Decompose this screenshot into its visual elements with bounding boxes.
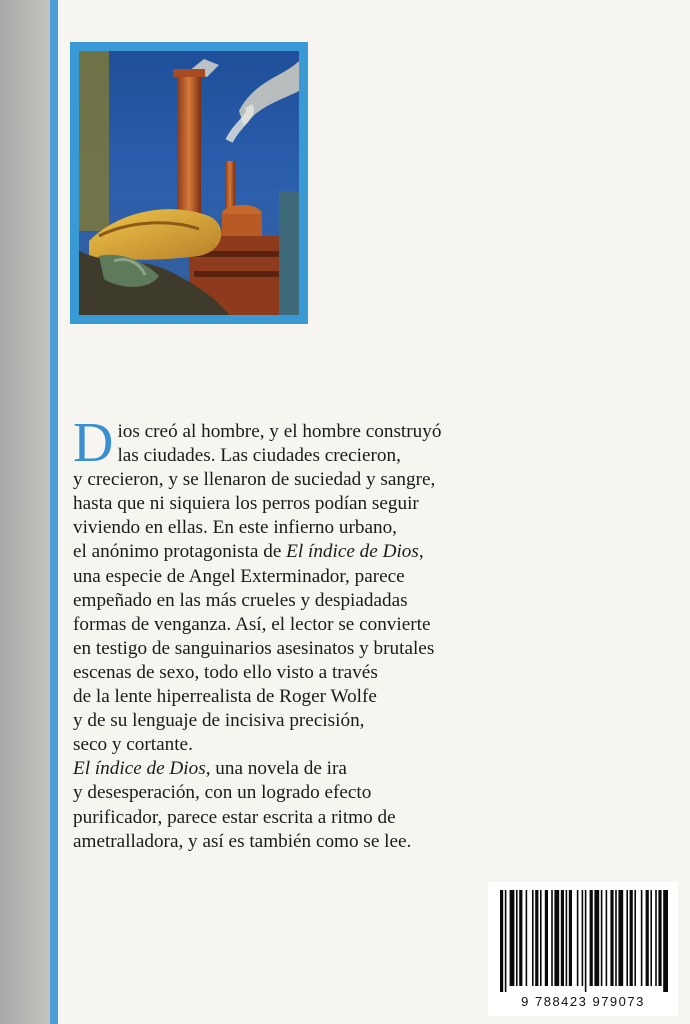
blurb-line: y crecieron, y se llenaron de suciedad y sangre, bbox=[73, 469, 436, 491]
barcode-bar bbox=[519, 890, 522, 986]
barcode-bar bbox=[569, 890, 572, 986]
barcode-bar bbox=[554, 890, 559, 986]
barcode-bar bbox=[500, 890, 503, 992]
barcode-bar bbox=[532, 890, 534, 986]
blurb-line: formas de venganza. Así, el lector se convierte bbox=[73, 613, 431, 635]
book-title-italic: El índice de Dios bbox=[73, 758, 206, 780]
blurb-line: escenas de sexo, todo ello visto a través bbox=[73, 661, 378, 683]
blurb-line: ametralladora, y así es también como se lee. bbox=[73, 830, 412, 852]
back-cover-blurb bbox=[73, 412, 513, 854]
blurb-text: , una novela de ira bbox=[205, 758, 347, 780]
barcode-bar bbox=[535, 890, 538, 986]
barcode-bar bbox=[630, 890, 633, 986]
barcode-bar bbox=[551, 890, 553, 986]
blurb-text: el anónimo protagonista de bbox=[73, 541, 287, 563]
blurb-line: purificador, parece estar escrita a ritmo de bbox=[73, 806, 396, 828]
blurb-line bbox=[73, 757, 513, 781]
barcode-bar bbox=[601, 890, 603, 986]
blurb-line: de la lente hiperrealista de Roger Wolfe bbox=[73, 686, 377, 708]
blurb-line: las ciudades. Las ciudades crecieron, bbox=[117, 445, 401, 467]
barcode-bar bbox=[561, 890, 564, 986]
barcode-bar bbox=[585, 890, 587, 992]
blurb-line: ios creó al hombre, y el hombre construyó bbox=[117, 421, 442, 442]
barcode-bar bbox=[615, 890, 617, 986]
barcode-bar bbox=[582, 890, 584, 986]
blurb-line: seco y cortante. bbox=[73, 734, 193, 756]
drop-cap: D bbox=[73, 412, 114, 474]
barcode-bar bbox=[658, 890, 661, 986]
blurb-line: en testigo de sanguinarios asesinatos y brutales bbox=[73, 637, 435, 659]
spine-blue-strip bbox=[50, 0, 58, 1024]
spine-gray-strip bbox=[0, 0, 50, 1024]
barcode-bar bbox=[606, 890, 608, 986]
barcode-bar bbox=[577, 890, 579, 986]
barcode-bar bbox=[634, 890, 636, 986]
barcode-bar bbox=[655, 890, 657, 986]
blurb-line: hasta que ni siquiera los perros podían seguir bbox=[73, 493, 419, 515]
blurb-line bbox=[73, 540, 513, 564]
barcode-bar bbox=[566, 890, 568, 986]
barcode-bar bbox=[646, 890, 649, 986]
blurb-text: , bbox=[418, 541, 424, 563]
cover-illustration bbox=[70, 42, 308, 324]
barcode-bars bbox=[488, 882, 678, 992]
barcode-bar bbox=[505, 890, 507, 992]
barcode-bar bbox=[610, 890, 613, 986]
barcode-bar bbox=[526, 890, 528, 986]
blurb-line: viviendo en ellas. En este infierno urbano, bbox=[73, 517, 397, 539]
barcode-bar bbox=[594, 890, 599, 986]
barcode-bar bbox=[663, 890, 668, 992]
barcode-bar bbox=[510, 890, 515, 986]
isbn-barcode bbox=[488, 882, 678, 1016]
barcode-bar bbox=[545, 890, 548, 986]
blurb-line: empeñado en las más crueles y despiadadas bbox=[73, 589, 408, 611]
barcode-bar bbox=[618, 890, 623, 986]
blurb-line: una especie de Angel Exterminador, parece bbox=[73, 565, 405, 587]
blurb-line: y de su lenguaje de incisiva precisión, bbox=[73, 710, 365, 732]
factory-painting bbox=[79, 51, 299, 315]
blurb-line: y desesperación, con un logrado efecto bbox=[73, 782, 372, 804]
isbn-number: 9 788423 979073 bbox=[521, 994, 645, 1009]
barcode-bar bbox=[650, 890, 652, 986]
barcode-bar bbox=[641, 890, 643, 986]
book-title-italic: El índice de Dios bbox=[286, 541, 419, 563]
barcode-bar bbox=[516, 890, 518, 986]
barcode-bar bbox=[626, 890, 628, 986]
barcode-bar bbox=[540, 890, 542, 986]
barcode-bar bbox=[590, 890, 593, 986]
